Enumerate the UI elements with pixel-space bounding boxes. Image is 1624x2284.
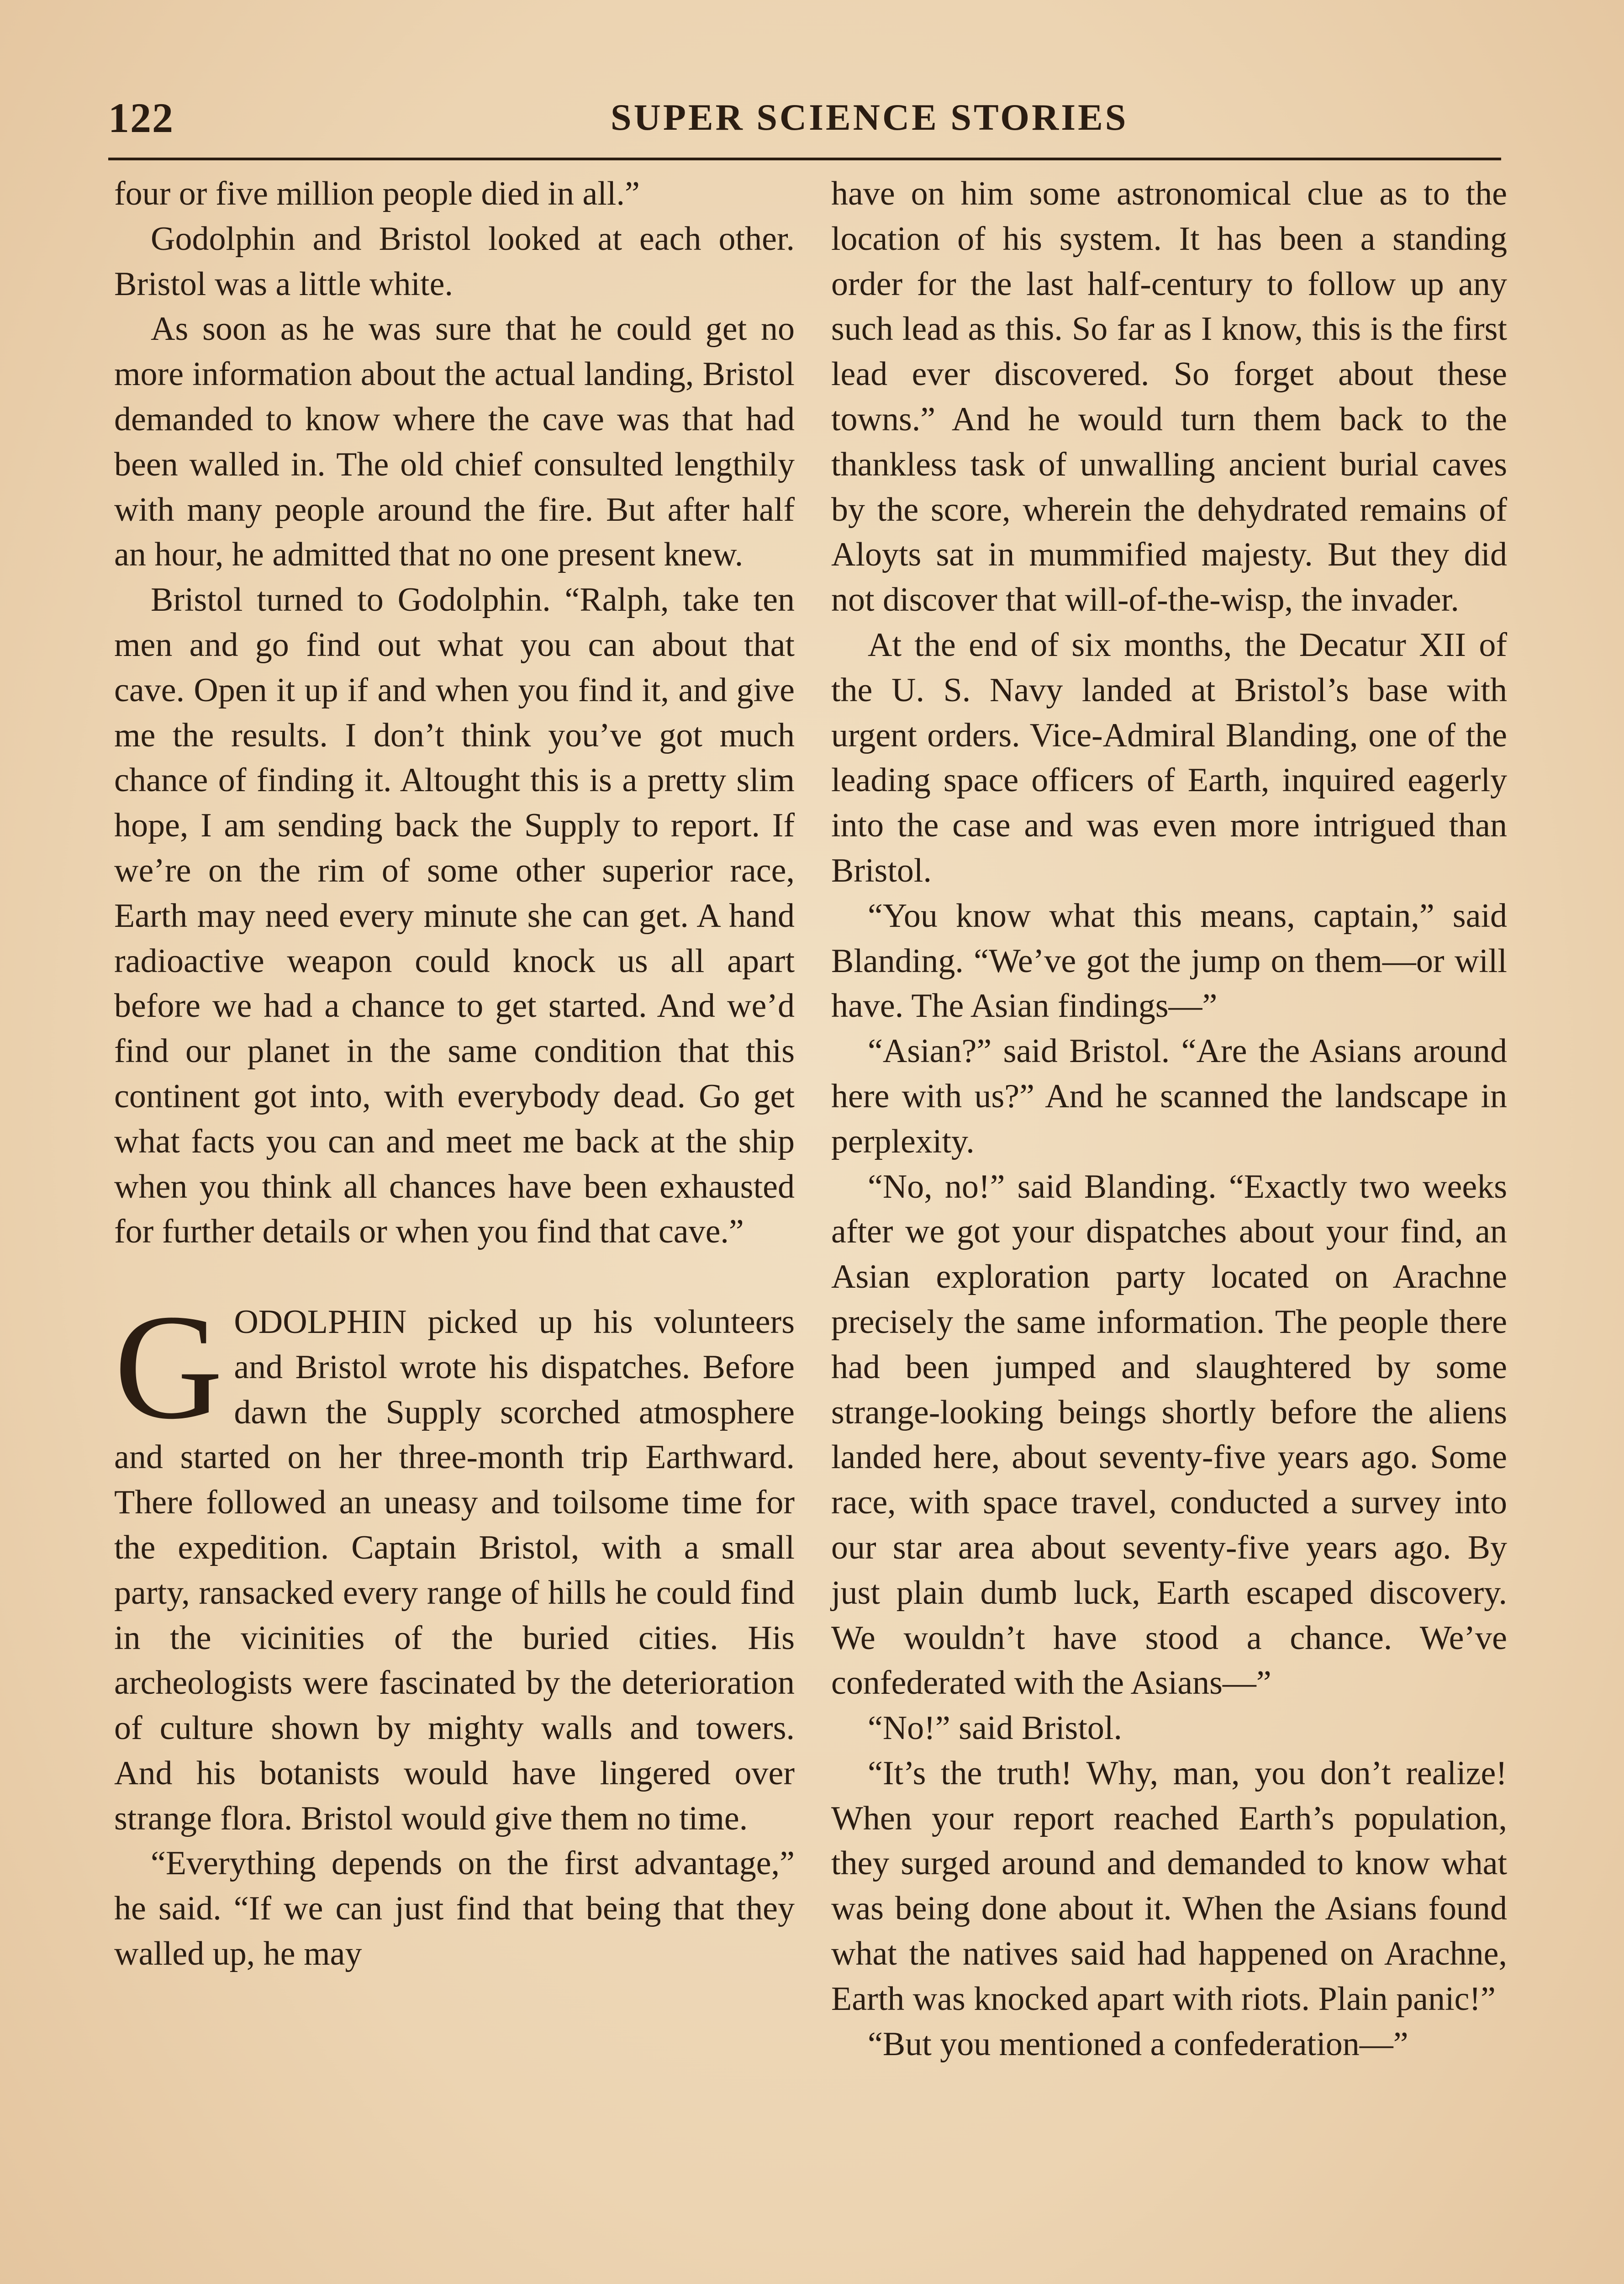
paragraph: Godolphin and Bristol looked at each other. Bristol was a little white.: [114, 220, 795, 303]
paragraph: “Everything depends on the first advantage,” he said. “If we can just find that being that they walled up, he may: [114, 1845, 795, 1973]
drop-cap: G: [114, 1283, 223, 1450]
paragraph-text: ODOLPHIN picked up his volunteers and Bristol wrote his dispatches. Before dawn the Supply scorched atmosphere and started on her three-month trip Earthward. There followed an uneasy and toilsome time for the expedition. Captain Bristol, with a small party, ransacked every range of hills he could find in the vicinities of the buried cities. His archeologists were fascinated by the deterioration of culture shown by mighty walls and towers. And his botanists would have lingered over strange flora. Bristol would give them no time.: [114, 1303, 795, 1837]
page-header: [108, 89, 1501, 160]
page-number: 122: [108, 95, 174, 141]
paragraph: “No!” said Bristol.: [868, 1709, 1122, 1747]
running-title: SUPER SCIENCE STORIES: [611, 96, 1128, 138]
paragraph: Bristol turned to Godolphin. “Ralph, take ten men and go find out what you can about that cave. Open it up if and when you find it, and give me the results. I don’t think you’ve got much chance of finding it. Altought this is a pretty slim hope, I am sending back the Supply to report. If we’re on the rim of some other superior race, Earth may need every minute she can get. A hand radioactive weapon could knock us all apart before we had a chance to get started. And we’d find our planet in the same condition that this continent got into, with everybody dead. Go get what facts you can and meet me back at the ship when you think all chances have been exhausted for further details or when you find that cave.”: [114, 581, 795, 1251]
paragraph: “You know what this means, captain,” said Blanding. “We’ve got the jump on them—or will have. The Asian findings—”: [831, 897, 1507, 1025]
paragraph: “But you mentioned a confederation—”: [868, 2025, 1408, 2063]
section-opening-paragraph: [114, 1283, 795, 1841]
paragraph: As soon as he was sure that he could get no more information about the actual landing, Bristol demanded to know where the cave was that had been walled in. The old chief consulted lengthily with many people around the fire. But after half an hour, he admitted that no one present knew.: [114, 310, 795, 574]
paragraph: At the end of six months, the Decatur XII of the U. S. Navy landed at Bristol’s base with urgent orders. Vice-Admiral Blanding, one of the leading space officers of Earth, inquired eagerly into the case and was even more intrigued than Bristol.: [831, 626, 1507, 889]
paragraph: “It’s the truth! Why, man, you don’t realize! When your report reached Earth’s population, they surged around and demanded to know what was being done about it. When the Asians found what the natives said had happened on Arachne, Earth was knocked apart with riots. Plain panic!”: [831, 1754, 1507, 2018]
paragraph: have on him some astronomical clue as to the location of his system. It has been a standing order for the last half-century to follow up any such lead as this. So far as I know, this is the first lead ever discovered. So forget about these towns.” And he would turn them back to the thankless task of unwalling ancient burial caves by the score, wherein the dehydrated remains of Aloyts sat in mummified majesty. But they did not discover that will-of-the-wisp, the invader.: [831, 175, 1507, 619]
paragraph: four or five million people died in all.”: [114, 175, 640, 212]
paragraph: “Asian?” said Bristol. “Are the Asians around here with us?” And he scanned the landscape in perplexity.: [831, 1032, 1507, 1160]
paragraph: “No, no!” said Blanding. “Exactly two weeks after we got your dispatches about your find, an Asian exploration party located on Arachne precisely the same information. The people there had been jumped and slaughtered by some strange-looking beings shortly before the aliens landed here, about seventy-five years ago. Some race, with space travel, conducted a survey into our star area about seventy-five years ago. By just plain dumb luck, Earth escaped discovery. We wouldn’t have stood a chance. We’ve confederated with the Asians—”: [831, 1168, 1507, 1702]
left-column: [114, 171, 795, 1977]
right-column: [831, 171, 1507, 2067]
